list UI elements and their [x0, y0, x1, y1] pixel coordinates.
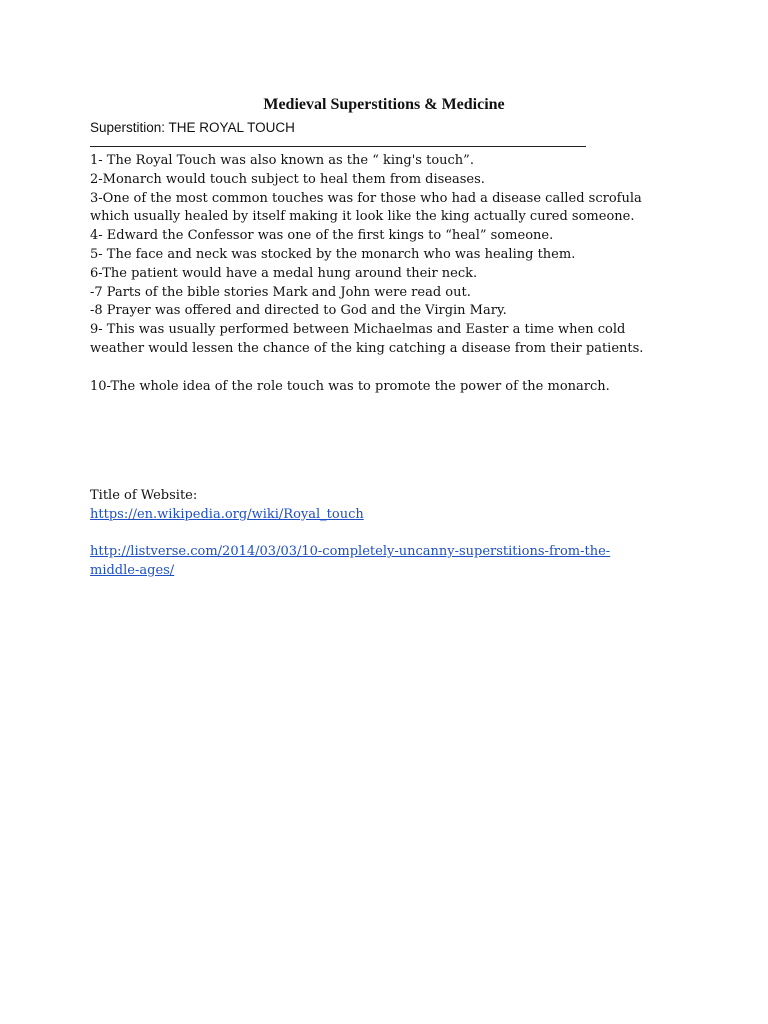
fact-line: weather would lessen the chance of the king catching a disease from their patients. — [90, 340, 644, 356]
listverse-link[interactable]: http://listverse.com/2014/03/03/10-completely-uncanny-superstitions-from-the- — [90, 544, 611, 560]
fact-line: which usually healed by itself making it look like the king actually cured someone. — [90, 209, 635, 225]
wikipedia-link[interactable]: https://en.wikipedia.org/wiki/Royal_touch — [90, 506, 364, 522]
document-title: Medieval Superstitions & Medicine — [263, 96, 505, 113]
fact-line: -8 Prayer was offered and directed to God and the Virgin Mary. — [90, 303, 507, 319]
fact-line: 4- Edward the Confessor was one of the first kings to “heal” someone. — [90, 228, 554, 244]
fact-line: 1- The Royal Touch was also known as the “ king's touch”. — [90, 153, 474, 168]
paragraph-gap — [90, 359, 710, 378]
listverse-link-continued[interactable]: middle-ages/ — [90, 563, 175, 579]
document-subtitle: Superstition: THE ROYAL TOUCH — [90, 120, 295, 135]
fact-line: 2-Monarch would touch subject to heal them from diseases. — [90, 171, 485, 187]
sources-label: Title of Website: — [90, 488, 198, 503]
final-fact: 10-The whole idea of the role touch was to promote the power of the monarch. — [90, 378, 610, 394]
paragraph-gap — [90, 525, 710, 544]
horizontal-rule — [90, 146, 586, 147]
fact-line: -7 Parts of the bible stories Mark and John were read out. — [90, 284, 471, 300]
sources-section — [90, 487, 710, 581]
fact-line: 9- This was usually performed between Michaelmas and Easter a time when cold — [90, 322, 626, 338]
fact-line: 6-The patient would have a medal hung around their neck. — [90, 265, 478, 281]
facts-list — [90, 152, 710, 396]
fact-line: 5- The face and neck was stocked by the monarch who was healing them. — [90, 246, 576, 262]
fact-line: 3-One of the most common touches was for those who had a disease called scrofula — [90, 190, 642, 206]
